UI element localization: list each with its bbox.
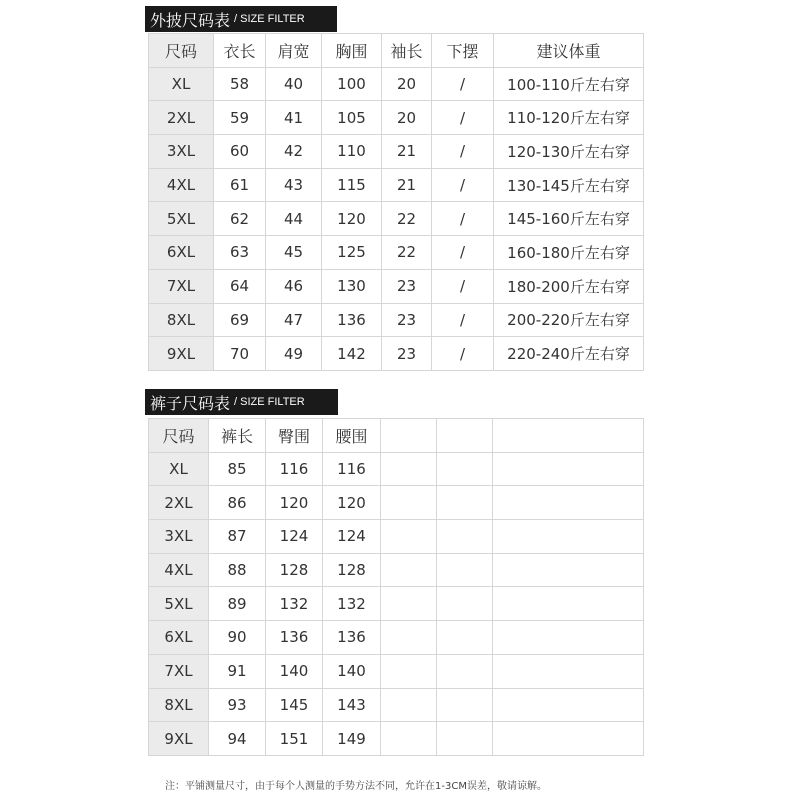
pants-value-cell: 145 (266, 688, 323, 722)
jacket-value-cell: 58 (214, 67, 266, 101)
jacket-column-header: 下摆 (432, 34, 494, 68)
jacket-size-cell: 2XL (149, 101, 214, 135)
pants-size-table (148, 418, 644, 756)
jacket-value-cell: 125 (322, 236, 382, 270)
pants-value-cell: 93 (209, 688, 266, 722)
pants-column-header (493, 419, 644, 453)
pants-table-row (149, 553, 644, 587)
jacket-value-cell: / (432, 101, 494, 135)
jacket-table-row (149, 67, 644, 101)
jacket-value-cell: 44 (266, 202, 322, 236)
pants-size-cell: 3XL (149, 520, 209, 554)
pants-value-cell (381, 520, 437, 554)
pants-column-header (381, 419, 437, 453)
jacket-value-cell: 64 (214, 269, 266, 303)
jacket-table-row (149, 135, 644, 169)
jacket-value-cell: 46 (266, 269, 322, 303)
jacket-size-cell: 3XL (149, 135, 214, 169)
pants-value-cell (437, 486, 493, 520)
jacket-value-cell: / (432, 303, 494, 337)
jacket-column-header: 肩宽 (266, 34, 322, 68)
jacket-value-cell: 136 (322, 303, 382, 337)
pants-value-cell (437, 553, 493, 587)
jacket-table-row (149, 101, 644, 135)
jacket-value-cell: 60 (214, 135, 266, 169)
pants-table-row (149, 621, 644, 655)
pants-table-row (149, 520, 644, 554)
pants-value-cell (493, 587, 644, 621)
pants-value-cell (493, 520, 644, 554)
pants-value-cell (381, 722, 437, 756)
pants-value-cell (437, 722, 493, 756)
pants-column-header (437, 419, 493, 453)
jacket-size-cell: 5XL (149, 202, 214, 236)
jacket-size-cell: 4XL (149, 168, 214, 202)
pants-size-cell: 5XL (149, 587, 209, 621)
jacket-value-cell: 180-200斤左右穿 (494, 269, 644, 303)
pants-value-cell: 149 (323, 722, 381, 756)
pants-value-cell (437, 587, 493, 621)
pants-title-en: / SIZE FILTER (234, 396, 305, 408)
jacket-header-row (149, 34, 644, 68)
pants-value-cell: 89 (209, 587, 266, 621)
jacket-value-cell: 20 (382, 67, 432, 101)
jacket-value-cell: 100 (322, 67, 382, 101)
jacket-table-row (149, 202, 644, 236)
pants-value-cell: 116 (323, 452, 381, 486)
jacket-value-cell: 43 (266, 168, 322, 202)
pants-value-cell (493, 654, 644, 688)
pants-title-cn: 裤子尺码表 (150, 393, 231, 413)
pants-value-cell: 132 (266, 587, 323, 621)
jacket-table-row (149, 168, 644, 202)
jacket-value-cell: 130 (322, 269, 382, 303)
jacket-value-cell: 63 (214, 236, 266, 270)
pants-value-cell (493, 621, 644, 655)
pants-column-header: 尺码 (149, 419, 209, 453)
pants-value-cell (493, 722, 644, 756)
jacket-value-cell: 23 (382, 269, 432, 303)
jacket-size-cell: XL (149, 67, 214, 101)
jacket-column-header: 尺码 (149, 34, 214, 68)
jacket-value-cell: 115 (322, 168, 382, 202)
jacket-value-cell: 110-120斤左右穿 (494, 101, 644, 135)
pants-value-cell: 94 (209, 722, 266, 756)
jacket-value-cell: / (432, 202, 494, 236)
pants-value-cell: 85 (209, 452, 266, 486)
pants-value-cell: 91 (209, 654, 266, 688)
measurement-note: 注：平铺测量尺寸，由于每个人测量的手势方法不同，允许在1-3CM误差，敬请谅解。 (165, 781, 547, 792)
pants-value-cell: 88 (209, 553, 266, 587)
jacket-size-cell: 7XL (149, 269, 214, 303)
pants-table-row (149, 486, 644, 520)
pants-value-cell: 120 (266, 486, 323, 520)
pants-value-cell: 120 (323, 486, 381, 520)
pants-value-cell (381, 486, 437, 520)
jacket-value-cell: 41 (266, 101, 322, 135)
pants-size-cell: 6XL (149, 621, 209, 655)
pants-value-cell: 124 (266, 520, 323, 554)
jacket-value-cell: / (432, 67, 494, 101)
jacket-value-cell: 40 (266, 67, 322, 101)
jacket-title-en: / SIZE FILTER (234, 13, 305, 25)
pants-value-cell: 132 (323, 587, 381, 621)
jacket-value-cell: 61 (214, 168, 266, 202)
pants-table-row (149, 688, 644, 722)
pants-value-cell (437, 520, 493, 554)
pants-value-cell: 86 (209, 486, 266, 520)
pants-size-cell: 4XL (149, 553, 209, 587)
jacket-value-cell: 23 (382, 303, 432, 337)
jacket-value-cell: / (432, 168, 494, 202)
jacket-value-cell: 22 (382, 236, 432, 270)
jacket-value-cell: 142 (322, 337, 382, 371)
pants-column-header: 裤长 (209, 419, 266, 453)
jacket-value-cell: / (432, 135, 494, 169)
jacket-column-header: 袖长 (382, 34, 432, 68)
jacket-value-cell: / (432, 337, 494, 371)
jacket-value-cell: 21 (382, 135, 432, 169)
pants-table-row (149, 722, 644, 756)
pants-value-cell: 140 (266, 654, 323, 688)
jacket-value-cell: 23 (382, 337, 432, 371)
pants-value-cell: 136 (266, 621, 323, 655)
jacket-value-cell: 220-240斤左右穿 (494, 337, 644, 371)
jacket-value-cell: 22 (382, 202, 432, 236)
jacket-value-cell: / (432, 236, 494, 270)
jacket-value-cell: 200-220斤左右穿 (494, 303, 644, 337)
pants-size-cell: 8XL (149, 688, 209, 722)
jacket-table-row (149, 303, 644, 337)
pants-value-cell (381, 553, 437, 587)
pants-value-cell: 116 (266, 452, 323, 486)
pants-size-chart-title (145, 389, 338, 415)
jacket-column-header: 衣长 (214, 34, 266, 68)
jacket-column-header: 建议体重 (494, 34, 644, 68)
pants-value-cell (381, 452, 437, 486)
pants-value-cell (493, 553, 644, 587)
pants-value-cell: 124 (323, 520, 381, 554)
jacket-value-cell: 70 (214, 337, 266, 371)
pants-value-cell (381, 654, 437, 688)
pants-value-cell (493, 486, 644, 520)
jacket-value-cell: 110 (322, 135, 382, 169)
pants-value-cell: 140 (323, 654, 381, 688)
jacket-value-cell: 69 (214, 303, 266, 337)
jacket-value-cell: 21 (382, 168, 432, 202)
pants-value-cell (381, 587, 437, 621)
pants-value-cell (437, 452, 493, 486)
pants-value-cell (437, 621, 493, 655)
jacket-column-header: 胸围 (322, 34, 382, 68)
jacket-value-cell: 120-130斤左右穿 (494, 135, 644, 169)
pants-value-cell (437, 688, 493, 722)
jacket-size-cell: 9XL (149, 337, 214, 371)
jacket-value-cell: 45 (266, 236, 322, 270)
jacket-table-row (149, 269, 644, 303)
jacket-value-cell: 120 (322, 202, 382, 236)
jacket-value-cell: / (432, 269, 494, 303)
jacket-value-cell: 130-145斤左右穿 (494, 168, 644, 202)
jacket-title-cn: 外披尺码表 (150, 10, 231, 30)
pants-value-cell: 87 (209, 520, 266, 554)
jacket-table-row (149, 236, 644, 270)
jacket-value-cell: 42 (266, 135, 322, 169)
jacket-size-cell: 8XL (149, 303, 214, 337)
pants-table-row (149, 587, 644, 621)
jacket-size-chart-title (145, 6, 337, 32)
pants-column-header: 腰围 (323, 419, 381, 453)
pants-table-row (149, 452, 644, 486)
jacket-value-cell: 20 (382, 101, 432, 135)
jacket-size-cell: 6XL (149, 236, 214, 270)
jacket-value-cell: 160-180斤左右穿 (494, 236, 644, 270)
pants-value-cell (381, 688, 437, 722)
pants-size-cell: 2XL (149, 486, 209, 520)
jacket-value-cell: 49 (266, 337, 322, 371)
jacket-value-cell: 59 (214, 101, 266, 135)
pants-size-cell: XL (149, 452, 209, 486)
pants-value-cell: 128 (266, 553, 323, 587)
pants-header-row (149, 419, 644, 453)
pants-table-row (149, 654, 644, 688)
jacket-value-cell: 145-160斤左右穿 (494, 202, 644, 236)
pants-value-cell: 90 (209, 621, 266, 655)
pants-value-cell: 136 (323, 621, 381, 655)
jacket-value-cell: 62 (214, 202, 266, 236)
pants-value-cell (493, 452, 644, 486)
pants-value-cell (437, 654, 493, 688)
jacket-value-cell: 100-110斤左右穿 (494, 67, 644, 101)
pants-value-cell (493, 688, 644, 722)
pants-column-header: 臀围 (266, 419, 323, 453)
pants-value-cell (381, 621, 437, 655)
pants-size-cell: 9XL (149, 722, 209, 756)
pants-size-cell: 7XL (149, 654, 209, 688)
jacket-value-cell: 47 (266, 303, 322, 337)
jacket-size-table (148, 33, 644, 371)
pants-value-cell: 143 (323, 688, 381, 722)
pants-value-cell: 151 (266, 722, 323, 756)
jacket-table-row (149, 337, 644, 371)
jacket-value-cell: 105 (322, 101, 382, 135)
pants-value-cell: 128 (323, 553, 381, 587)
